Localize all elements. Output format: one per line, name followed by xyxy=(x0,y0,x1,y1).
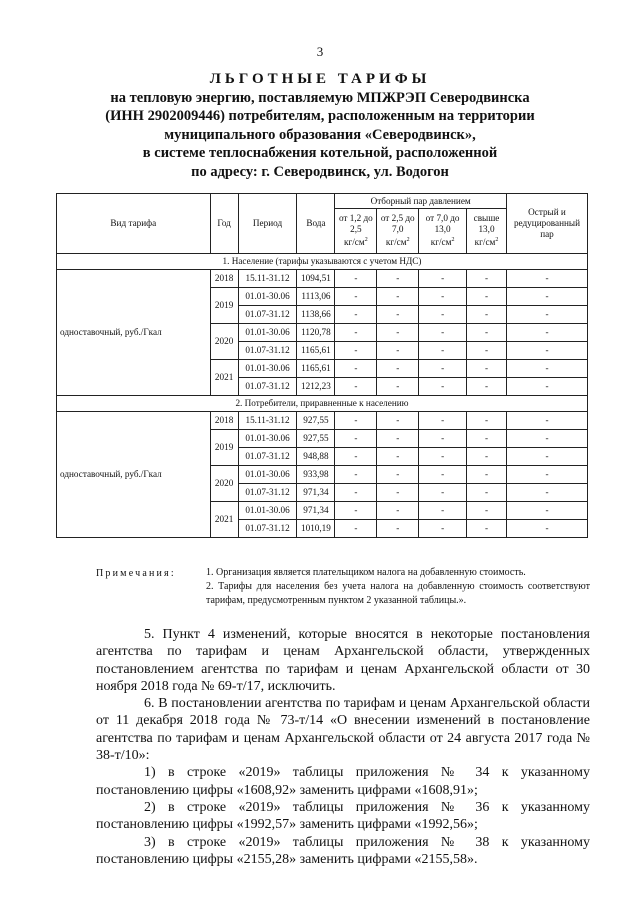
period-cell: 01.07-31.12 xyxy=(238,448,297,466)
title-line-2: (ИНН 2902009446) потребителям, расположенным на территории xyxy=(105,108,535,125)
paragraph-5: 5. Пункт 4 изменений, которые вносятся в некоторые постановления агентства по тарифам и ценам Архангельской области, утвержденных постановлением агентства по тарифам и ценам Архангельской области от 30 ноября 2018 года № 69-т/17, исключить. xyxy=(96,627,590,694)
steam-tariff-cell: - xyxy=(467,448,507,466)
steam-tariff-cell: - xyxy=(506,484,587,502)
year-cell: 2020 xyxy=(210,466,238,502)
steam-tariff-cell: - xyxy=(377,306,419,324)
steam-tariff-cell: - xyxy=(419,484,467,502)
steam-tariff-cell: - xyxy=(419,378,467,396)
section-title: 2. Потребители, приравненные к населению xyxy=(57,396,588,412)
steam-tariff-cell: - xyxy=(467,466,507,484)
steam-tariff-cell: - xyxy=(419,324,467,342)
year-cell: 2020 xyxy=(210,324,238,360)
steam-tariff-cell: - xyxy=(377,412,419,430)
header-pressure-1: от 1,2 до 2,5 $кг/см^2$ xyxy=(335,209,377,254)
steam-tariff-cell: - xyxy=(335,412,377,430)
paragraph-6: 6. В постановлении агентства по тарифам и ценам Архангельской области от 11 декабря 2018 года № 73-т/14 «О внесении изменений в постановление агентства по тарифам и ценам Архангельской области от 24 августа 2017 года № 38-т/10»: xyxy=(96,696,590,764)
water-tariff-cell: 1138,66 xyxy=(297,306,335,324)
steam-tariff-cell: - xyxy=(467,520,507,538)
title-line-4: в системе теплоснабжения котельной, расположенной xyxy=(142,145,498,162)
body-text xyxy=(96,626,590,868)
steam-tariff-cell: - xyxy=(419,288,467,306)
steam-tariff-cell: - xyxy=(419,306,467,324)
steam-tariff-cell: - xyxy=(377,342,419,360)
period-cell: 01.01-30.06 xyxy=(238,466,297,484)
steam-tariff-cell: - xyxy=(377,430,419,448)
steam-tariff-cell: - xyxy=(419,412,467,430)
steam-tariff-cell: - xyxy=(377,360,419,378)
note-1: 1. Организация является плательщиком налога на добавленную стоимость. xyxy=(206,567,526,578)
title-main: ЛЬГОТНЫЕ ТАРИФЫ xyxy=(209,71,431,87)
tariff-type: одноставочный, руб./Гкал xyxy=(57,412,211,538)
steam-tariff-cell: - xyxy=(467,324,507,342)
notes xyxy=(206,566,590,608)
paragraph-6-item-2: 2) в строке «2019» таблицы приложения № 36 к указанному постановлению цифры «1992,57» заменить цифрами «1992,56»; xyxy=(96,799,590,833)
year-cell: 2019 xyxy=(210,288,238,324)
water-tariff-cell: 948,88 xyxy=(297,448,335,466)
water-tariff-cell: 1113,06 xyxy=(297,288,335,306)
section-title: 1. Население (тарифы указываются с учетом НДС) xyxy=(57,254,588,270)
period-cell: 01.07-31.12 xyxy=(238,378,297,396)
steam-tariff-cell: - xyxy=(419,448,467,466)
water-tariff-cell: 1165,61 xyxy=(297,360,335,378)
steam-tariff-cell: - xyxy=(467,288,507,306)
period-cell: 15.11-31.12 xyxy=(238,270,297,288)
header-type: Вид тарифа xyxy=(57,194,211,254)
paragraph-6-item-3: 3) в строке «2019» таблицы приложения № 38 к указанному постановлению цифры «2155,28» заменить цифрами «2155,58». xyxy=(96,834,590,867)
title-line-3: муниципального образования «Северодвинск», xyxy=(164,126,476,143)
steam-tariff-cell: - xyxy=(506,306,587,324)
period-cell: 01.07-31.12 xyxy=(238,520,297,538)
year-cell: 2021 xyxy=(210,502,238,538)
table-row xyxy=(57,270,588,288)
steam-tariff-cell: - xyxy=(419,502,467,520)
steam-tariff-cell: - xyxy=(377,288,419,306)
water-tariff-cell: 971,34 xyxy=(297,484,335,502)
water-tariff-cell: 971,34 xyxy=(297,502,335,520)
steam-tariff-cell: - xyxy=(506,502,587,520)
water-tariff-cell: 1165,61 xyxy=(297,342,335,360)
period-cell: 01.07-31.12 xyxy=(238,484,297,502)
steam-tariff-cell: - xyxy=(506,448,587,466)
steam-tariff-cell: - xyxy=(335,484,377,502)
steam-tariff-cell: - xyxy=(335,270,377,288)
header-pressure-3: от 7,0 до 13,0 $кг/см^2$ xyxy=(419,209,467,254)
header-pressure-4: свыше 13,0 $кг/см^2$ xyxy=(467,209,507,254)
tariff-table xyxy=(56,193,588,538)
year-cell: 2018 xyxy=(210,412,238,430)
header-pressure-2: от 2,5 до 7,0 $кг/см^2$ xyxy=(377,209,419,254)
steam-tariff-cell: - xyxy=(377,448,419,466)
steam-tariff-cell: - xyxy=(419,342,467,360)
steam-tariff-cell: - xyxy=(335,448,377,466)
year-cell: 2019 xyxy=(210,430,238,466)
steam-tariff-cell: - xyxy=(335,360,377,378)
steam-tariff-cell: - xyxy=(467,342,507,360)
steam-tariff-cell: - xyxy=(506,324,587,342)
steam-tariff-cell: - xyxy=(467,484,507,502)
steam-tariff-cell: - xyxy=(335,306,377,324)
water-tariff-cell: 927,55 xyxy=(297,430,335,448)
steam-tariff-cell: - xyxy=(506,520,587,538)
tariff-type: одноставочный, руб./Гкал xyxy=(57,270,211,396)
steam-tariff-cell: - xyxy=(467,360,507,378)
steam-tariff-cell: - xyxy=(377,502,419,520)
steam-tariff-cell: - xyxy=(335,520,377,538)
steam-tariff-cell: - xyxy=(335,324,377,342)
notes-label: Примечания: xyxy=(96,568,176,579)
document-title xyxy=(60,70,580,182)
steam-tariff-cell: - xyxy=(335,342,377,360)
steam-tariff-cell: - xyxy=(335,378,377,396)
paragraph-6-item-1: 1) в строке «2019» таблицы приложения № 34 к указанному постановлению цифры «1608,92» заменить цифрами «1608,91»; xyxy=(96,765,590,798)
year-cell: 2021 xyxy=(210,360,238,396)
year-cell: 2018 xyxy=(210,270,238,288)
steam-tariff-cell: - xyxy=(467,306,507,324)
title-line-5: по адресу: г. Северодвинск, ул. Водогон xyxy=(191,163,449,180)
steam-tariff-cell: - xyxy=(467,412,507,430)
header-year: Год xyxy=(210,194,238,254)
period-cell: 01.07-31.12 xyxy=(238,306,297,324)
steam-tariff-cell: - xyxy=(506,342,587,360)
water-tariff-cell: 933,98 xyxy=(297,466,335,484)
steam-tariff-cell: - xyxy=(377,520,419,538)
steam-tariff-cell: - xyxy=(335,430,377,448)
header-water: Вода xyxy=(297,194,335,254)
steam-tariff-cell: - xyxy=(335,502,377,520)
note-2: 2. Тарифы для населения без учета налога на добавленную стоимость соответствуют тарифам, предусмотренным пунктом 2 указанной таблицы.». xyxy=(206,581,590,606)
water-tariff-cell: 1120,78 xyxy=(297,324,335,342)
steam-tariff-cell: - xyxy=(506,430,587,448)
water-tariff-cell: 1010,19 xyxy=(297,520,335,538)
water-tariff-cell: 927,55 xyxy=(297,412,335,430)
steam-tariff-cell: - xyxy=(419,466,467,484)
header-sharp-steam: Острый и редуцированный пар xyxy=(506,194,587,254)
period-cell: 01.01-30.06 xyxy=(238,502,297,520)
period-cell: 01.01-30.06 xyxy=(238,324,297,342)
steam-tariff-cell: - xyxy=(377,378,419,396)
header-period: Период xyxy=(238,194,297,254)
steam-tariff-cell: - xyxy=(467,270,507,288)
steam-tariff-cell: - xyxy=(467,502,507,520)
period-cell: 01.01-30.06 xyxy=(238,288,297,306)
water-tariff-cell: 1212,23 xyxy=(297,378,335,396)
steam-tariff-cell: - xyxy=(467,430,507,448)
steam-tariff-cell: - xyxy=(506,360,587,378)
steam-tariff-cell: - xyxy=(377,324,419,342)
table-row xyxy=(57,412,588,430)
steam-tariff-cell: - xyxy=(467,378,507,396)
steam-tariff-cell: - xyxy=(506,412,587,430)
page-number: 3 xyxy=(316,44,324,59)
title-line-1: на тепловую энергию, поставляемую МПЖРЭП Северодвинска xyxy=(110,89,530,106)
period-cell: 01.01-30.06 xyxy=(238,360,297,378)
period-cell: 01.07-31.12 xyxy=(238,342,297,360)
steam-tariff-cell: - xyxy=(377,270,419,288)
header-steam: Отборный пар давлением xyxy=(335,194,507,209)
steam-tariff-cell: - xyxy=(419,360,467,378)
steam-tariff-cell: - xyxy=(419,430,467,448)
steam-tariff-cell: - xyxy=(419,270,467,288)
water-tariff-cell: 1094,51 xyxy=(297,270,335,288)
steam-tariff-cell: - xyxy=(335,288,377,306)
period-cell: 15.11-31.12 xyxy=(238,412,297,430)
steam-tariff-cell: - xyxy=(335,466,377,484)
steam-tariff-cell: - xyxy=(506,466,587,484)
steam-tariff-cell: - xyxy=(377,484,419,502)
period-cell: 01.01-30.06 xyxy=(238,430,297,448)
steam-tariff-cell: - xyxy=(419,520,467,538)
steam-tariff-cell: - xyxy=(506,288,587,306)
steam-tariff-cell: - xyxy=(506,378,587,396)
steam-tariff-cell: - xyxy=(506,270,587,288)
steam-tariff-cell: - xyxy=(377,466,419,484)
